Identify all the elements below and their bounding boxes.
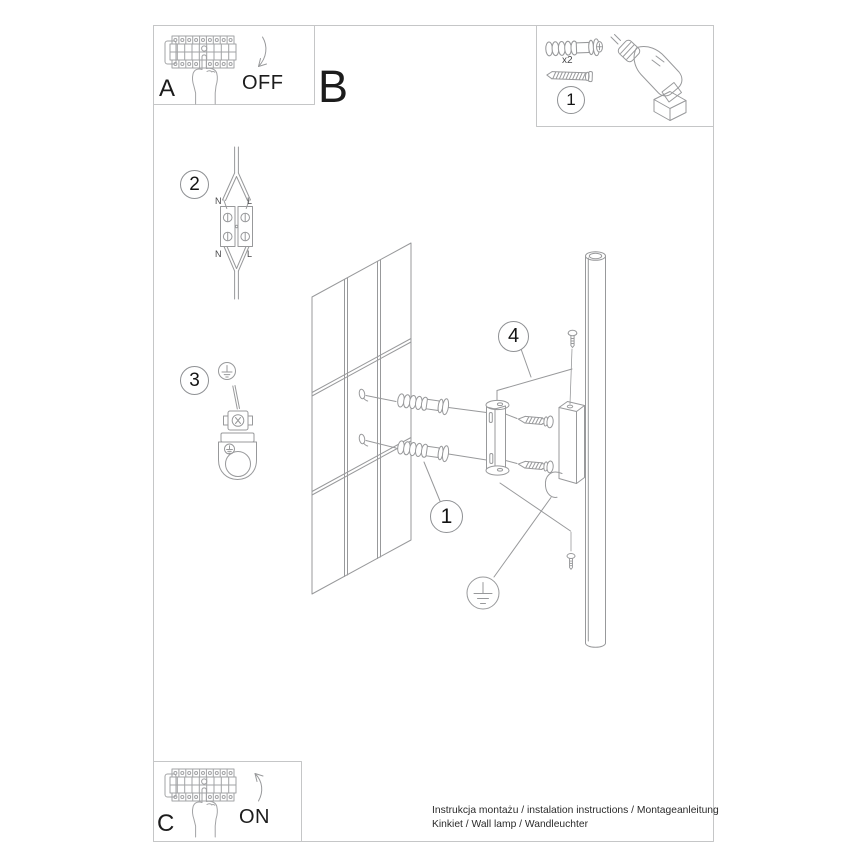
mounting-screw-icon: [506, 413, 554, 473]
step-3-badge: 3: [180, 366, 209, 395]
tiled-wall: [312, 243, 411, 594]
mounting-plate: [559, 402, 585, 484]
lamp-tube: [586, 252, 606, 648]
wire-label-l-bottom: L: [247, 249, 253, 259]
footer-line-2: Kinkiet / Wall lamp / Wandleuchter: [432, 819, 589, 830]
panel-a-label: A: [159, 75, 176, 102]
wall-plug-icon: [545, 39, 602, 58]
panel-a-state-off: OFF: [242, 72, 284, 94]
step-1-badge: 1: [430, 500, 463, 533]
ground-cable: [545, 472, 562, 497]
callout-4-leader: [497, 348, 572, 403]
ground-terminal-diagram: [219, 363, 257, 480]
step-4-badge: 4: [498, 321, 529, 352]
screw-icon: [547, 70, 593, 82]
step-2-badge: 2: [180, 170, 209, 199]
mounting-bracket: [486, 400, 509, 475]
set-screw-top-icon: [568, 330, 577, 347]
wire-label-l-top: L: [247, 196, 253, 206]
panel-c-label: C: [157, 810, 175, 837]
plug-quantity-label: x2: [562, 55, 573, 66]
screw-guide-line: [570, 349, 572, 404]
wire-label-n-bottom: N: [215, 249, 222, 259]
footer-line-1: Instrukcja montażu / instalation instructions / Montageanleitung: [432, 805, 719, 816]
panel-c-state-on: ON: [239, 806, 270, 828]
protective-earth-icon: [467, 577, 499, 609]
section-b-label: B: [318, 61, 349, 112]
drill-hole: [359, 389, 368, 446]
wall-plug-inserted-icon: [397, 392, 487, 462]
tools-step-badge: 1: [557, 86, 585, 114]
set-screw-bottom-icon: [567, 554, 575, 570]
drill-icon: [611, 35, 686, 121]
lower-assembly: [467, 472, 575, 609]
switch-off-arrow-icon: [259, 37, 267, 67]
earth-symbol-icon: [219, 363, 236, 380]
terminal-block-diagram: [221, 147, 253, 299]
switch-on-arrow-icon: [255, 774, 263, 802]
callout-1-leader: [424, 462, 440, 501]
wire-label-n-top: N: [215, 196, 222, 206]
